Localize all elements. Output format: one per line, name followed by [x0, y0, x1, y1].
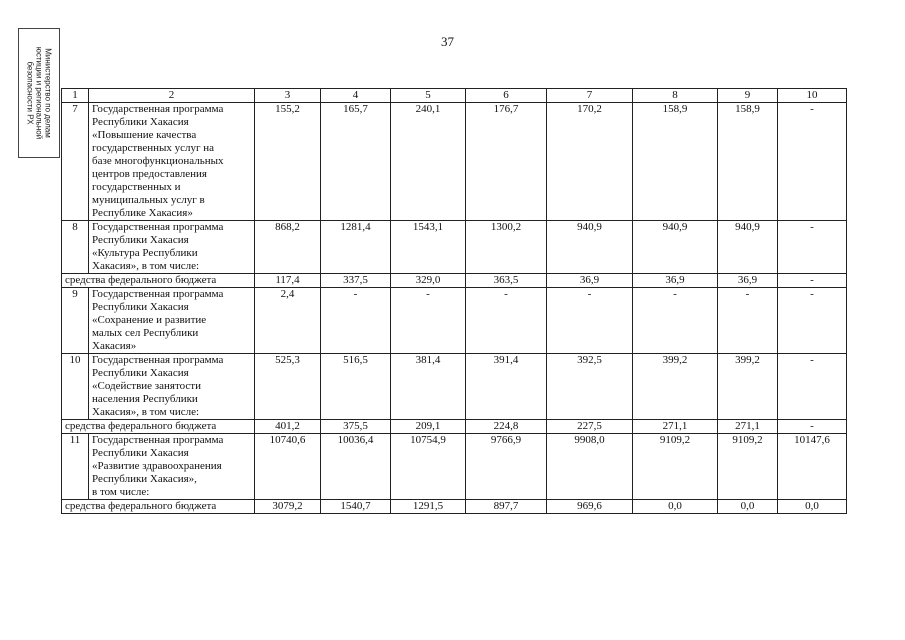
value-cell: 375,5: [321, 420, 391, 434]
value-cell: 9109,2: [718, 434, 778, 500]
value-cell: 9908,0: [547, 434, 633, 500]
stamp-line: юстиции и региональной: [34, 46, 44, 140]
value-cell: 227,5: [547, 420, 633, 434]
value-cell: 3079,2: [255, 500, 321, 514]
value-cell: -: [778, 354, 847, 420]
program-name-line: государственных и: [92, 181, 181, 193]
value-cell: 155,2: [255, 103, 321, 221]
value-cell: 897,7: [466, 500, 547, 514]
value-cell: 10147,6: [778, 434, 847, 500]
program-name: [89, 288, 255, 354]
value-cell: 337,5: [321, 274, 391, 288]
value-cell: 36,9: [547, 274, 633, 288]
value-cell: 1281,4: [321, 221, 391, 274]
row-number: 7: [62, 103, 89, 221]
row-sub-label: средства федерального бюджета: [62, 420, 255, 434]
value-cell: 329,0: [391, 274, 466, 288]
value-cell: 10740,6: [255, 434, 321, 500]
value-cell: 209,1: [391, 420, 466, 434]
value-cell: 1300,2: [466, 221, 547, 274]
row-sub-label: средства федерального бюджета: [62, 274, 255, 288]
value-cell: -: [778, 221, 847, 274]
stamp-text: [26, 33, 53, 153]
program-name-line: Республики Хакасия: [92, 367, 189, 379]
column-number: 10: [778, 89, 847, 103]
program-name-line: Государственная программа: [92, 103, 224, 115]
federal-budget-row: [62, 500, 847, 514]
column-number: 9: [718, 89, 778, 103]
value-cell: 170,2: [547, 103, 633, 221]
value-cell: -: [466, 288, 547, 354]
value-cell: -: [778, 288, 847, 354]
program-name-line: Хакасия»: [92, 340, 137, 352]
value-cell: 399,2: [633, 354, 718, 420]
program-name-line: муниципальных услуг в: [92, 194, 205, 206]
program-name-line: базе многофункциональных: [92, 155, 224, 167]
value-cell: 969,6: [547, 500, 633, 514]
column-number: 5: [391, 89, 466, 103]
value-cell: -: [633, 288, 718, 354]
program-name-line: Республики Хакасия: [92, 116, 189, 128]
table-row: [62, 434, 847, 500]
value-cell: 516,5: [321, 354, 391, 420]
value-cell: 240,1: [391, 103, 466, 221]
column-number: 4: [321, 89, 391, 103]
column-number: 3: [255, 89, 321, 103]
value-cell: 9109,2: [633, 434, 718, 500]
value-cell: 158,9: [718, 103, 778, 221]
value-cell: -: [391, 288, 466, 354]
table-row: [62, 221, 847, 274]
value-cell: 117,4: [255, 274, 321, 288]
table-row: [62, 288, 847, 354]
column-number: 2: [89, 89, 255, 103]
value-cell: 1543,1: [391, 221, 466, 274]
value-cell: 401,2: [255, 420, 321, 434]
value-cell: 392,5: [547, 354, 633, 420]
program-name-line: Республики Хакасия: [92, 447, 189, 459]
program-name-line: Республики Хакасия: [92, 234, 189, 246]
program-name-line: Республике Хакасия»: [92, 207, 193, 219]
program-name: [89, 103, 255, 221]
row-number: 11: [62, 434, 89, 500]
value-cell: 158,9: [633, 103, 718, 221]
row-number: 10: [62, 354, 89, 420]
program-name-line: Государственная программа: [92, 288, 224, 300]
value-cell: 940,9: [718, 221, 778, 274]
program-name-line: центров предоставления: [92, 168, 207, 180]
value-cell: 36,9: [633, 274, 718, 288]
program-name-line: малых сел Республики: [92, 327, 199, 339]
value-cell: -: [547, 288, 633, 354]
value-cell: -: [321, 288, 391, 354]
column-number: 1: [62, 89, 89, 103]
program-name-line: Республики Хакасия»,: [92, 473, 197, 485]
value-cell: 399,2: [718, 354, 778, 420]
column-number: 6: [466, 89, 547, 103]
value-cell: 0,0: [778, 500, 847, 514]
value-cell: 391,4: [466, 354, 547, 420]
value-cell: 271,1: [718, 420, 778, 434]
value-cell: 0,0: [633, 500, 718, 514]
federal-budget-row: [62, 274, 847, 288]
value-cell: 9766,9: [466, 434, 547, 500]
value-cell: 0,0: [718, 500, 778, 514]
value-cell: 363,5: [466, 274, 547, 288]
table-row: [62, 354, 847, 420]
value-cell: 176,7: [466, 103, 547, 221]
row-number: 8: [62, 221, 89, 274]
value-cell: -: [718, 288, 778, 354]
program-name: [89, 221, 255, 274]
value-cell: -: [778, 420, 847, 434]
value-cell: 1540,7: [321, 500, 391, 514]
value-cell: 271,1: [633, 420, 718, 434]
program-name: [89, 434, 255, 500]
row-sub-label: средства федерального бюджета: [62, 500, 255, 514]
program-name-line: «Культура Республики: [92, 247, 198, 259]
column-number: 8: [633, 89, 718, 103]
value-cell: 36,9: [718, 274, 778, 288]
program-name-line: Хакасия», в том числе:: [92, 406, 200, 418]
program-name-line: Государственная программа: [92, 221, 224, 233]
registration-stamp: [18, 28, 60, 158]
row-number: 9: [62, 288, 89, 354]
page-number: 37: [441, 34, 454, 49]
program-name-line: населения Республики: [92, 393, 198, 405]
program-name-line: «Повышение качества: [92, 129, 197, 141]
value-cell: 224,8: [466, 420, 547, 434]
column-number: 7: [547, 89, 633, 103]
program-name-line: Республики Хакасия: [92, 301, 189, 313]
table-header-row: [62, 89, 847, 103]
stamp-line: безопасности РХ: [25, 61, 35, 125]
program-name-line: «Сохранение и развитие: [92, 314, 207, 326]
program-name-line: государственных услуг на: [92, 142, 215, 154]
program-name: [89, 354, 255, 420]
program-name-line: «Развитие здравоохранения: [92, 460, 222, 472]
program-name-line: Государственная программа: [92, 354, 224, 366]
program-name-line: «Содействие занятости: [92, 380, 201, 392]
federal-budget-row: [62, 420, 847, 434]
value-cell: 940,9: [633, 221, 718, 274]
value-cell: 10036,4: [321, 434, 391, 500]
value-cell: 381,4: [391, 354, 466, 420]
value-cell: 940,9: [547, 221, 633, 274]
value-cell: 1291,5: [391, 500, 466, 514]
program-name-line: в том числе:: [92, 486, 150, 498]
value-cell: 165,7: [321, 103, 391, 221]
value-cell: -: [778, 103, 847, 221]
budget-table: [61, 88, 847, 514]
value-cell: 2,4: [255, 288, 321, 354]
value-cell: 10754,9: [391, 434, 466, 500]
value-cell: -: [778, 274, 847, 288]
program-name-line: Государственная программа: [92, 434, 224, 446]
program-name-line: Хакасия», в том числе:: [92, 260, 200, 272]
stamp-line: Министерство по делам: [43, 48, 53, 138]
table-row: [62, 103, 847, 221]
value-cell: 525,3: [255, 354, 321, 420]
value-cell: 868,2: [255, 221, 321, 274]
